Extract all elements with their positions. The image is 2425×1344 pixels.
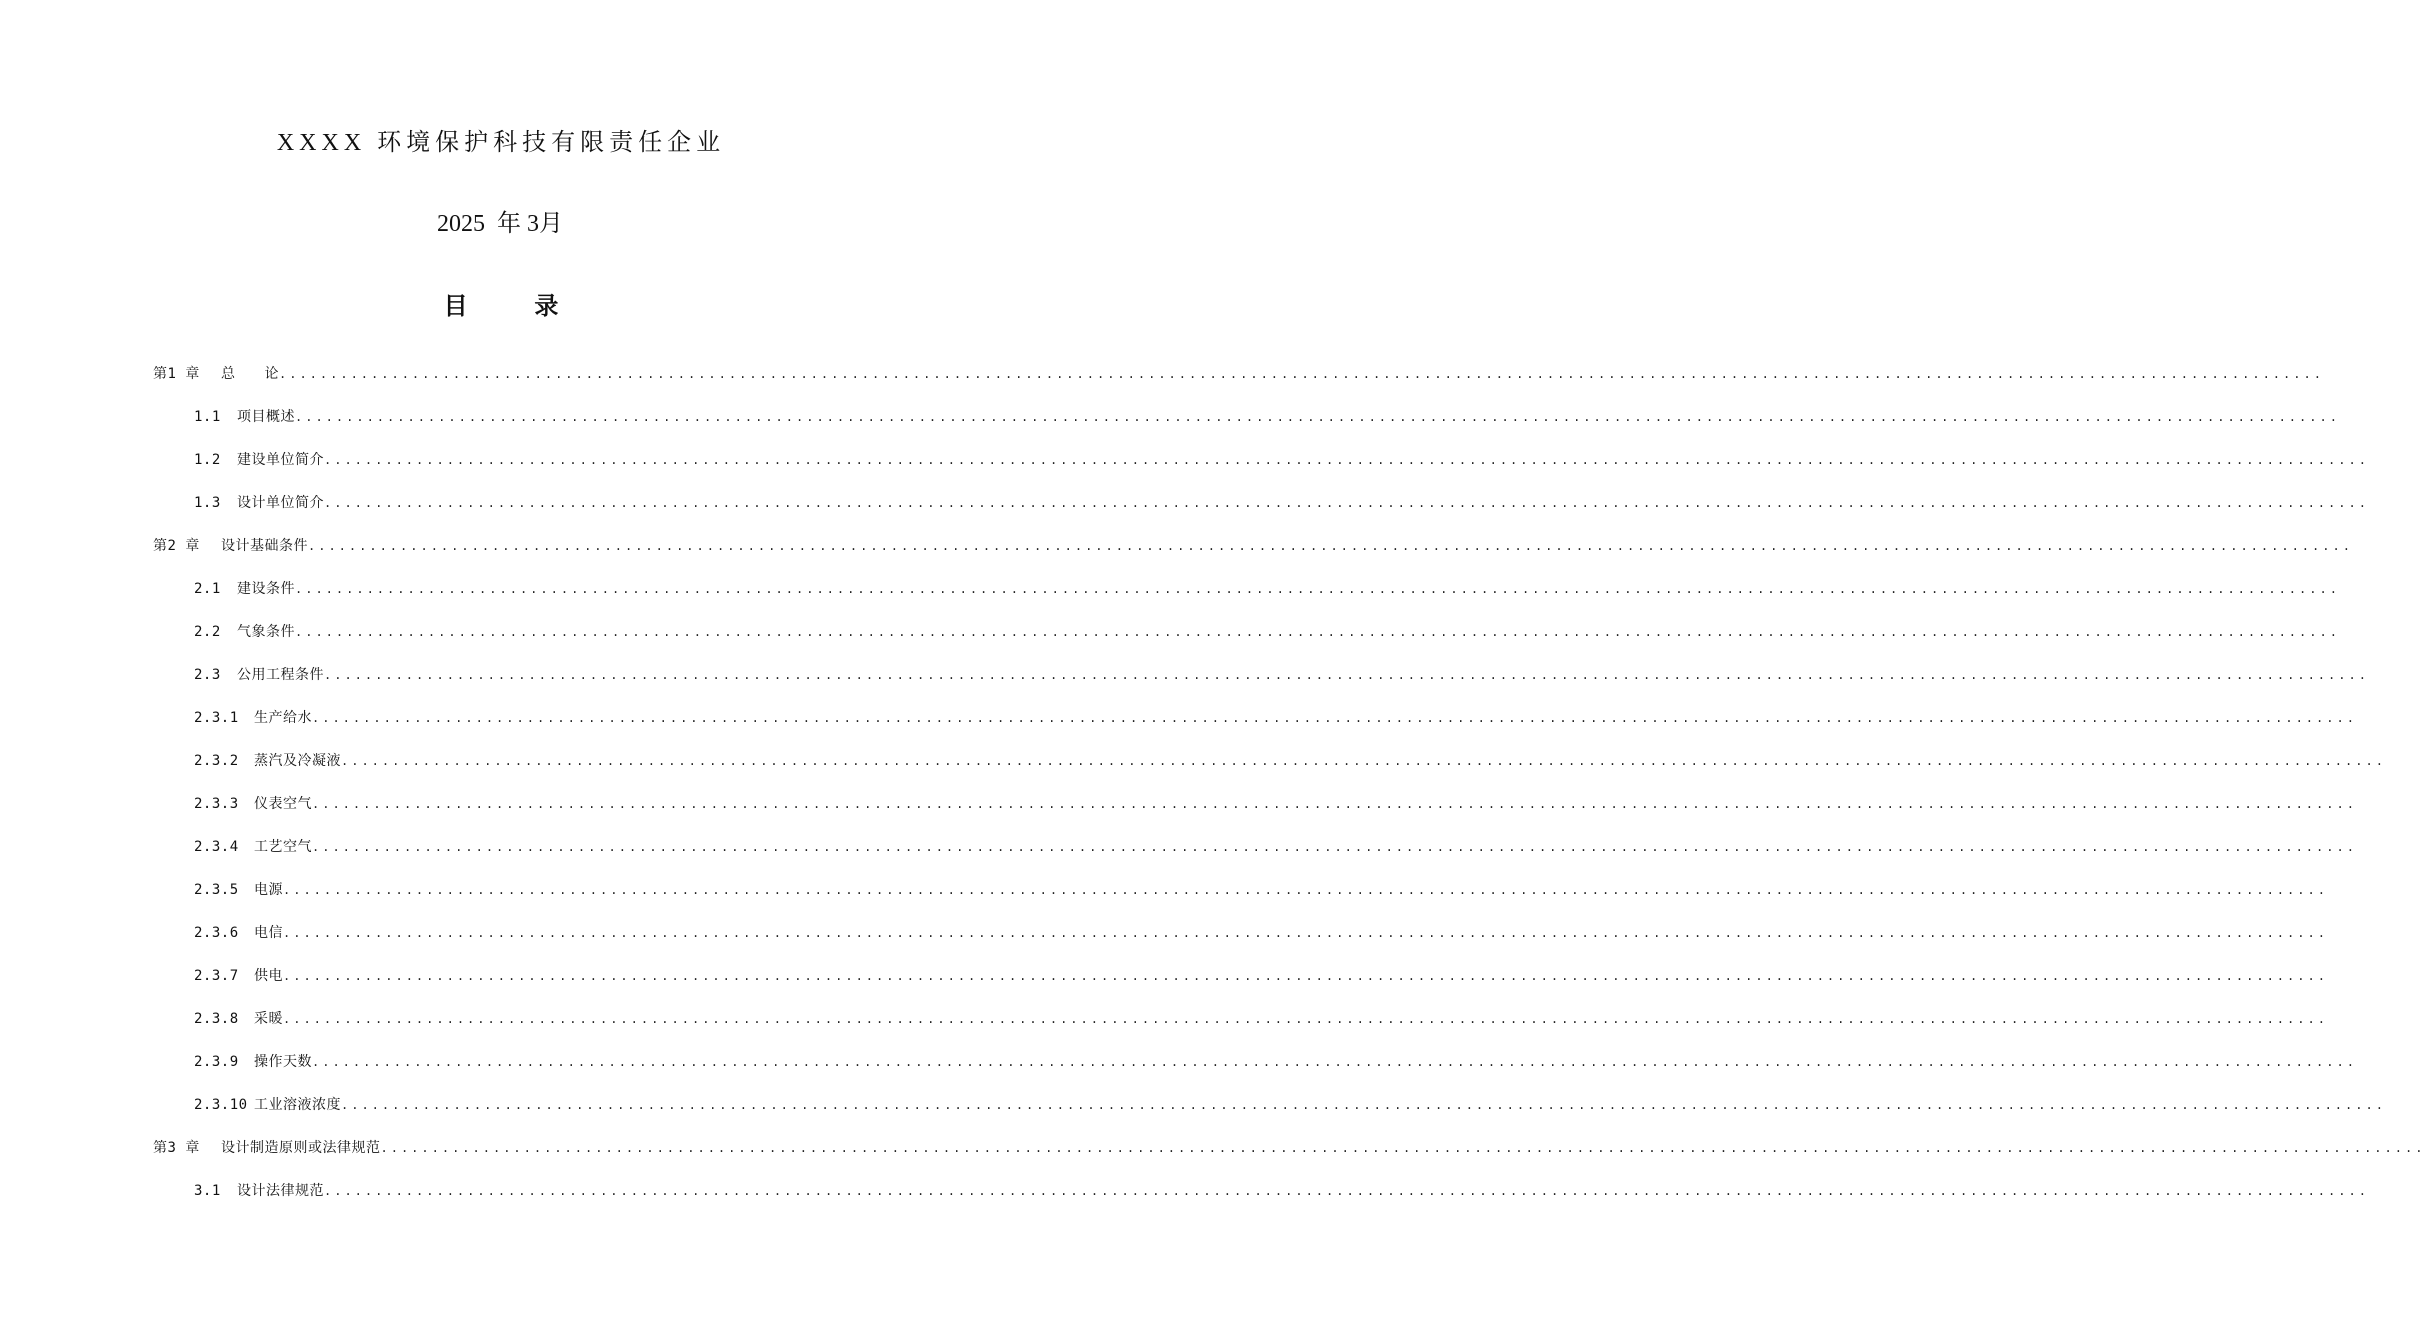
toc-entry-title: 供电 [254,968,283,984]
toc-entry-number: 2.3.10 [194,1097,248,1113]
toc-dot-leader: ........................................................................................................................................................................................................ [312,711,2357,725]
toc-entry-title: 公用工程条件 [237,667,324,683]
toc-entry[interactable] [194,960,2328,986]
toc-dot-leader: ........................................................................................................................................................................................................ [324,453,2369,467]
toc-entry-title: 气象条件 [237,624,295,640]
toc-entry-number: 1.2 [194,452,221,468]
company-name: XXXX 环境保护科技有限责任企业 [276,130,726,156]
toc-entry-title: 设计制造原则或法律规范 [221,1140,381,1156]
toc-entry[interactable] [153,530,2353,556]
toc-dot-leader: ........................................................................................................................................................................................................ [295,625,2340,639]
toc-entry[interactable] [194,573,2340,599]
toc-dot-leader: ........................................................................................................................................................................................................ [283,1012,2328,1026]
toc-entry-number: 2.3.6 [194,925,239,941]
toc-entry[interactable] [153,1132,2425,1158]
toc-entry[interactable] [194,917,2328,943]
toc-dot-leader: ........................................................................................................................................................................................................ [380,1141,2425,1155]
toc-dot-leader: ........................................................................................................................................................................................................ [283,926,2328,940]
toc-entry-number: 第2 章 [153,538,200,554]
toc-dot-leader: ........................................................................................................................................................................................................ [279,367,2324,381]
toc-entry[interactable] [194,1175,2369,1201]
toc-entry-title: 工艺空气 [254,839,312,855]
toc-entry-number: 2.3.2 [194,753,239,769]
toc-dot-leader: ........................................................................................................................................................................................................ [283,883,2328,897]
toc-entry-title: 生产给水 [254,710,312,726]
toc-entry-number: 2.3.5 [194,882,239,898]
toc-dot-leader: ........................................................................................................................................................................................................ [324,668,2369,682]
toc-entry[interactable] [194,616,2340,642]
toc-entry[interactable] [194,702,2357,728]
toc-entry-number: 2.3.9 [194,1054,239,1070]
toc-entry-number: 2.1 [194,581,221,597]
toc-entry-title: 采暖 [254,1011,283,1027]
toc-entry[interactable] [194,659,2369,685]
toc-entry[interactable] [194,874,2328,900]
toc-dot-leader: ........................................................................................................................................................................................................ [312,1055,2357,1069]
toc-dot-leader: ........................................................................................................................................................................................................ [283,969,2328,983]
toc-entry-title: 设计基础条件 [221,538,308,554]
toc-entry-title: 项目概述 [237,409,295,425]
toc-dot-leader: ........................................................................................................................................................................................................ [308,539,2353,553]
toc-entry-title: 工业溶液浓度 [254,1097,341,1113]
toc-entry-number: 3.1 [194,1183,221,1199]
toc-entry-title: 设计单位简介 [237,495,324,511]
toc-entry[interactable] [194,1046,2357,1072]
toc-entry-title: 设计法律规范 [237,1183,324,1199]
toc-dot-leader: ........................................................................................................................................................................................................ [295,410,2340,424]
toc-entry-number: 第3 章 [153,1140,200,1156]
toc-entry[interactable] [194,788,2357,814]
toc-entry-number: 1.1 [194,409,221,425]
toc-entry[interactable] [194,444,2369,470]
toc-dot-leader: ........................................................................................................................................................................................................ [341,754,2386,768]
toc-entry[interactable] [153,358,2324,384]
toc-entry-number: 第1 章 [153,366,200,382]
toc-entry-title: 仪表空气 [254,796,312,812]
toc-entry[interactable] [194,401,2340,427]
toc-dot-leader: ........................................................................................................................................................................................................ [312,840,2357,854]
toc-entry-number: 1.3 [194,495,221,511]
toc-entry-number: 2.3.3 [194,796,239,812]
toc-title: 目 录 [443,292,559,320]
toc-entry-title: 总 论 [221,366,279,382]
toc-entry[interactable] [194,1089,2386,1115]
toc-entry-title: 操作天数 [254,1054,312,1070]
toc-entry[interactable] [194,1003,2328,1029]
toc-entry-number: 2.3 [194,667,221,683]
toc-entry-title: 建设条件 [237,581,295,597]
toc-entry-number: 2.3.7 [194,968,239,984]
toc-entry[interactable] [194,831,2357,857]
toc-entry-title: 蒸汽及冷凝液 [254,753,341,769]
toc-entry-number: 2.3.4 [194,839,239,855]
document-date: 2025 年 3月 [437,211,563,237]
toc-entry-number: 2.2 [194,624,221,640]
toc-entry[interactable] [194,745,2386,771]
toc-entry-number: 2.3.1 [194,710,239,726]
toc-entry[interactable] [194,487,2369,513]
toc-dot-leader: ........................................................................................................................................................................................................ [341,1098,2386,1112]
toc-entry-title: 电源 [254,882,283,898]
toc-dot-leader: ........................................................................................................................................................................................................ [324,496,2369,510]
toc-dot-leader: ........................................................................................................................................................................................................ [312,797,2357,811]
toc-dot-leader: ........................................................................................................................................................................................................ [324,1184,2369,1198]
toc-entry-number: 2.3.8 [194,1011,239,1027]
toc-entry-title: 电信 [254,925,283,941]
toc-entry-title: 建设单位简介 [237,452,324,468]
toc-dot-leader: ........................................................................................................................................................................................................ [295,582,2340,596]
